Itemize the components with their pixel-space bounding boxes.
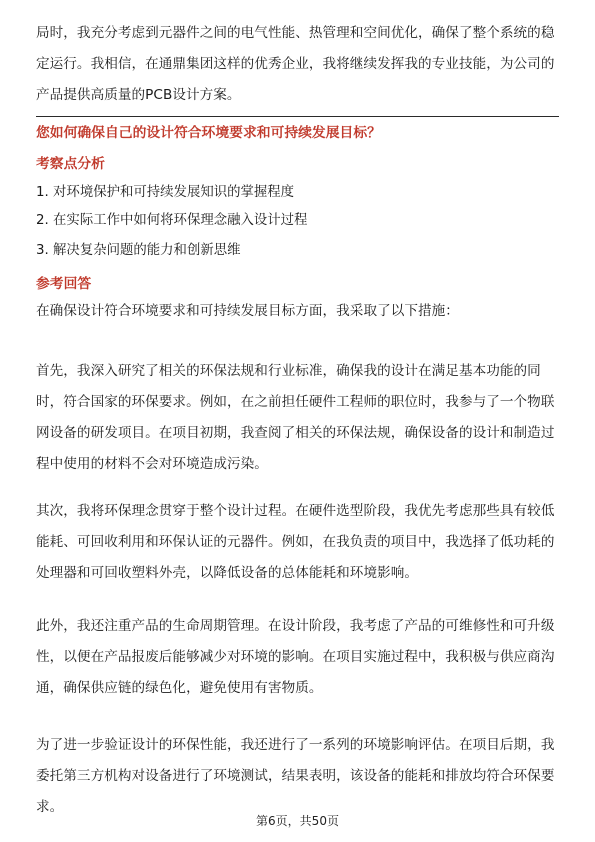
intro-paragraph: 局时，我充分考虑到元器件之间的电气性能、热管理和空间优化，确保了整个系统的稳定运行。我相信，在通鼎集团这样的优秀企业，我将继续发挥我的专业技能，为公司的产品提供高质量的PCB设计方案。 [36,25,555,103]
analysis-label: 考察点分析 [36,156,105,172]
analysis-item: 3. 解决复杂问题的能力和创新思维 [36,243,241,258]
answer-paragraph: 首先，我深入研究了相关的环保法规和行业标准，确保我的设计在满足基本功能的同时，符合国家的环保要求。例如，在之前担任硬件工程师的职位时，我参与了一个物联网设备的研发项目。在项目初期，我查阅了相关的环保法规，确保设备的设计和制造过程中使用的材料不会对环境造成污染。 [36,363,555,472]
answer-paragraph: 其次，我将环保理念贯穿于整个设计过程。在硬件选型阶段，我优先考虑那些具有较低能耗、可回收利用和环保认证的元器件。例如，在我负责的项目中，我选择了低功耗的处理器和可回收塑料外壳，以降低设备的总体能耗和环境影响。 [36,503,555,581]
analysis-item: 2. 在实际工作中如何将环保理念融入设计过程 [36,213,308,228]
answer-paragraph: 在确保设计符合环境要求和可持续发展目标方面，我采取了以下措施： [36,303,459,319]
section-divider [36,116,559,117]
page-number: 第6页，共50页 [256,814,339,828]
answer-paragraph: 此外，我还注重产品的生命周期管理。在设计阶段，我考虑了产品的可维修性和可升级性，以便在产品报废后能够减少对环境的影响。在项目实施过程中，我积极与供应商沟通，确保供应链的绿色化，避免使用有害物质。 [36,618,555,696]
analysis-item: 1. 对环境保护和可持续发展知识的掌握程度 [36,185,295,200]
question-title: 您如何确保自己的设计符合环境要求和可持续发展目标？ [36,125,381,141]
answer-paragraph: 为了进一步验证设计的环保性能，我还进行了一系列的环境影响评估。在项目后期，我委托第三方机构对设备进行了环境测试，结果表明，该设备的能耗和排放均符合环保要求。 [36,737,555,815]
answer-label: 参考回答 [36,276,92,292]
